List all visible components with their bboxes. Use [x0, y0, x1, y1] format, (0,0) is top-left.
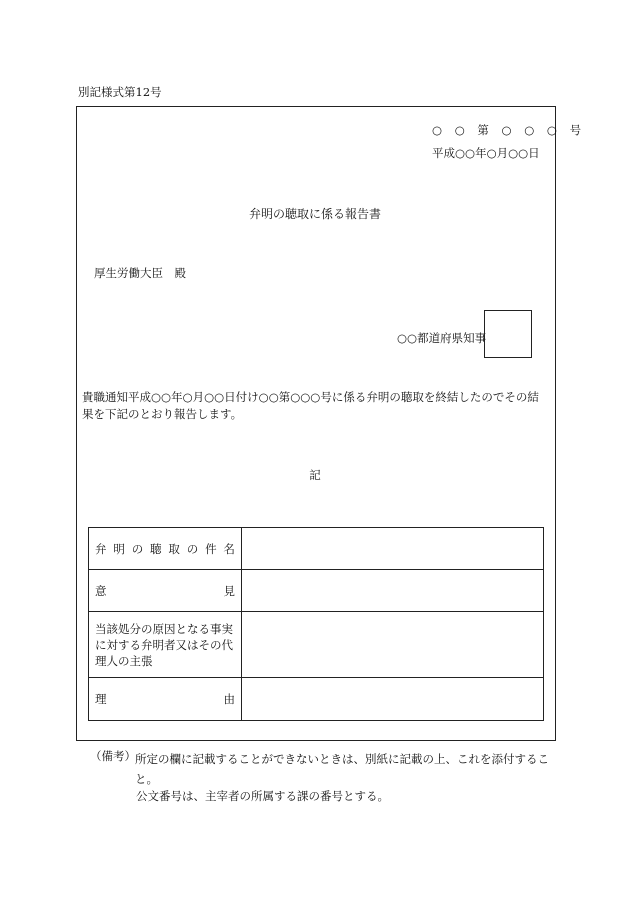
row-label-reason	[89, 678, 242, 721]
addressee: 厚生労働大臣 殿	[94, 266, 186, 280]
ki-heading: 記	[309, 468, 321, 482]
note-item: 所定の欄に記載することができないときは、別紙に記載の上、これを添付すること。	[135, 752, 549, 786]
seal-box	[484, 310, 532, 358]
note-item: 公文番号は、主宰者の所属する課の番号とする。	[136, 789, 389, 803]
label-char: 見	[223, 583, 235, 598]
row-label-opinion	[89, 570, 242, 612]
document-title: 弁明の聴取に係る報告書	[248, 207, 381, 221]
sender: ○○都道府県知事	[397, 331, 487, 345]
document-date: 平成○○年○月○○日	[432, 146, 540, 160]
label-char: 明	[113, 541, 125, 556]
row-label-case-name	[89, 528, 242, 570]
cell-reason[interactable]	[242, 678, 544, 721]
table-row	[89, 528, 544, 570]
form-label: 別記様式第12号	[78, 85, 162, 99]
label-char: 取	[168, 541, 180, 556]
table-row	[89, 678, 544, 721]
label-char: 意	[95, 583, 107, 598]
label-char: 由	[223, 692, 235, 706]
document-number: ○ ○ 第 ○ ○ ○ 号	[432, 123, 586, 137]
label-char: の	[131, 541, 144, 556]
table-row	[89, 570, 544, 612]
cell-case-name[interactable]	[242, 528, 544, 570]
notes-label: （備考）	[90, 749, 136, 763]
body-text: 貴職通知平成○○年○月○○日付け○○第○○○号に係る弁明の聴取を終結したのでその結果を下記のとおり報告します。	[82, 390, 539, 421]
cell-claim[interactable]	[242, 612, 544, 678]
label-char: 名	[223, 541, 235, 556]
label-char: 弁	[95, 541, 107, 556]
label-char: の	[186, 541, 199, 556]
row-label-claim: 当該処分の原因となる事実に対する弁明者又はその代理人の主張	[89, 612, 242, 678]
report-table	[88, 527, 544, 721]
cell-opinion[interactable]	[242, 570, 544, 612]
table-row	[89, 612, 544, 678]
label-char: 件	[205, 541, 217, 556]
label-char: 理	[95, 692, 107, 706]
label-char: 聴	[150, 541, 162, 556]
